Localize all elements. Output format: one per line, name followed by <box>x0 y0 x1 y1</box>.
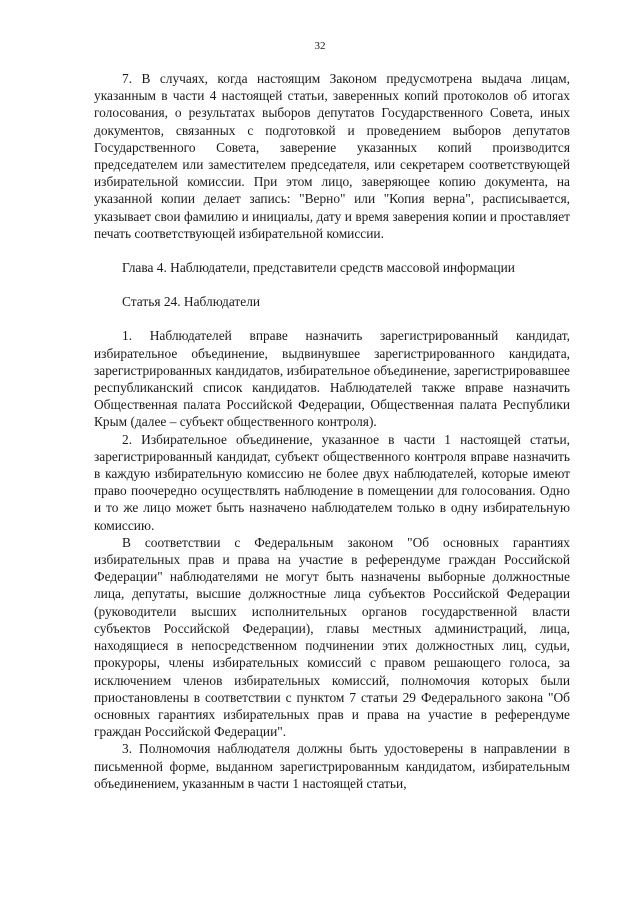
chapter-heading: Глава 4. Наблюдатели, представители средств массовой информации <box>122 260 515 276</box>
paragraph-1: 1. Наблюдателей вправе назначить зарегистрированный кандидат, избирательное объединение, выдвинувшее зарегистрированного кандидата, зарегистрированных кандидатов, избирательное объединение, зарегистрировавшее республиканский список кандидатов. Наблюдателей также вправе назначить Общественная палата Российской Федерации, Общественная палата Республики Крым (далее – субъект общественного контроля). <box>94 328 570 430</box>
spacer <box>94 310 570 327</box>
paragraph-federal-law: В соответствии с Федеральным законом "Об основных гарантиях избирательных прав и права на участие в референдуме граждан Российской Федерации" наблюдателями не могут быть назначены выборные должностные лица, депутаты, высшие должностные лица субъектов Российской Федерации (руководители высших исполнительных органов государственной власти субъектов Российской Федерации), главы местных администраций, лица, находящиеся в непосредственном подчинении этих должностных лиц, судьи, прокуроры, члены избирательных комиссий с правом решающего голоса, за исключением членов избирательных комиссий, полномочия которых были приостановлены в соответствии с пунктом 7 статьи 29 Федерального закона "Об основных гарантиях избирательных прав и права на участие в референдуме граждан Российской Федерации". <box>94 534 570 740</box>
paragraph-7: 7. В случаях, когда настоящим Законом предусмотрена выдача лицам, указанным в части 4 настоящей статьи, заверенных копий протоколов об итогах голосования, о результатах выборов депутатов Государственного Совета, иных документов, связанных с подготовкой и проведением выборов депутатов Государственного Совета, заверение указанных копий производится председателем или заместителем председателя, или секретарем соответствующей избирательной комиссии. При этом лицо, заверяющее копию документа, на указанной копии делает запись: "Верно" или "Копия верна", расписывается, указывает свои фамилию и инициалы, дату и время заверения копии и проставляет печать соответствующей избирательной комиссии. <box>94 71 570 241</box>
page-content <box>94 70 570 792</box>
page-number: 32 <box>314 40 326 52</box>
article-heading: Статья 24. Наблюдатели <box>122 294 261 310</box>
paragraph-3: 3. Полномочия наблюдателя должны быть удостоверены в направлении в письменной форме, выданном зарегистрированным кандидатом, избирательным объединением, указанным в части 1 настоящей статьи, <box>94 741 570 791</box>
spacer <box>94 242 570 259</box>
spacer <box>94 276 570 293</box>
paragraph-2: 2. Избирательное объединение, указанное в части 1 настоящей статьи, зарегистрированный кандидат, субъект общественного контроля вправе назначить в каждую избирательную комиссию не более двух наблюдателей, которые имеют право поочередно осуществлять наблюдение в помещении для голосования. Одно и то же лицо может быть назначено наблюдателем только в одну избирательную комиссию. <box>94 431 570 533</box>
